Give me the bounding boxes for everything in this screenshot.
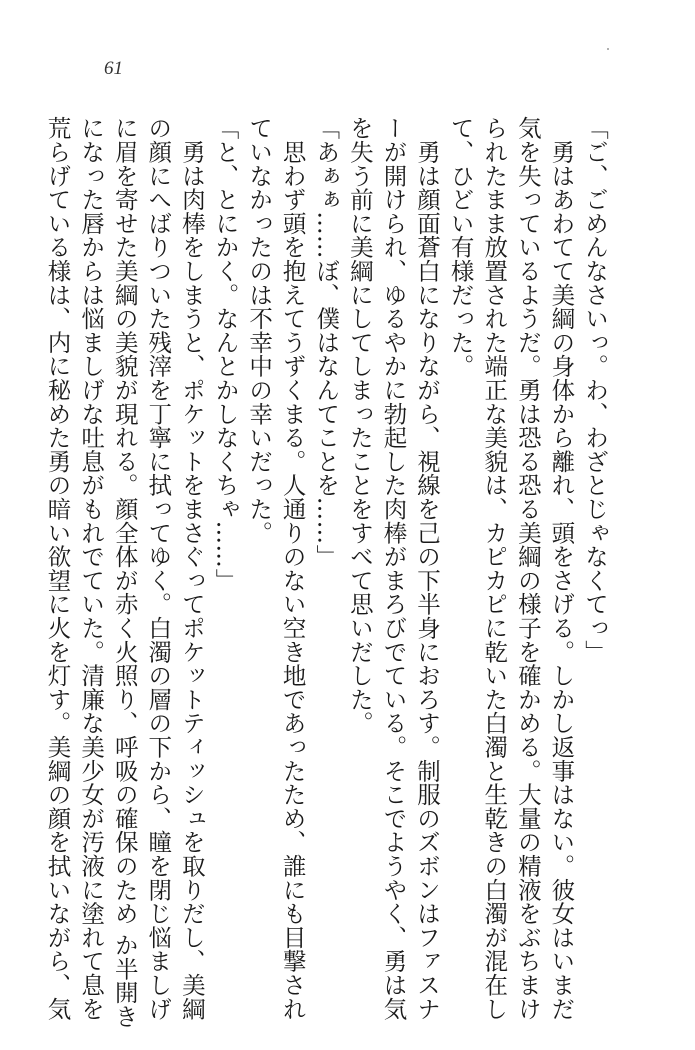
text-line: を失う前に美綱にしてしまったことをすべて思いだした。: [345, 116, 374, 735]
text-line: ーが開けられ、ゆるやかに勃起した肉棒がまろびでている。そこでようやく、勇は気: [379, 116, 408, 1021]
text-line: 「と、とにかく。なんとかしなくちゃ……」: [211, 116, 240, 592]
text-line: 勇は顔面蒼白になりながら、視線を己の下半身におろす。制服のズボンはファスナ: [413, 116, 442, 1021]
body-text: [40, 116, 611, 1029]
text-line: 思わず頭を抱えてうずくまる。人通りのない空き地であったため、誰にも目撃され: [278, 116, 307, 1021]
text-line: て、ひどい有様だった。: [446, 116, 475, 378]
text-line: の顔にへばりついた残滓を丁寧に拭ってゆく。白濁の層の下から、瞳を閉じ悩ましげ: [144, 116, 173, 1021]
text-line: になった唇からは悩ましげな吐息がもれでていた。清廉な美少女が汚液に塗れて息を: [77, 116, 106, 1021]
text-line: られたまま放置された端正な美貌は、カピカピに乾いた白濁と生乾きの白濁が混在し: [480, 116, 509, 1021]
page-number: 61: [104, 58, 123, 79]
text-line: 「あぁぁ……ぼ、僕はなんてことを……」: [312, 116, 341, 569]
text-line: に眉を寄せた美綱の美貌が現れる。顔全体が赤く火照り、呼吸の確保のため か半開き: [110, 116, 139, 1029]
text-line: 「ご、ごめんなさいっ。わ、わざとじゃなくてっ」: [581, 116, 609, 664]
margin-mark: [607, 48, 609, 50]
text-line: 気を失っているようだ。勇は恐る恐る美綱の様子を確かめる。大量の精液をぶちまけ: [513, 116, 542, 1021]
text-line: 勇はあわてて美綱の身体から離れ、頭をさげる。しかし返事はない。彼女はいまだ: [547, 116, 576, 1021]
text-line: ていなかったのは不幸中の幸いだった。: [245, 116, 274, 545]
text-line: 勇は肉棒をしまうと、ポケットをまさぐってポケットティッシュを取りだし、美綱: [177, 116, 206, 1021]
text-line: 荒らげている様は、内に秘めた勇の暗い欲望に火を灯す。美綱の顔を拭いながら、気: [43, 116, 72, 1021]
